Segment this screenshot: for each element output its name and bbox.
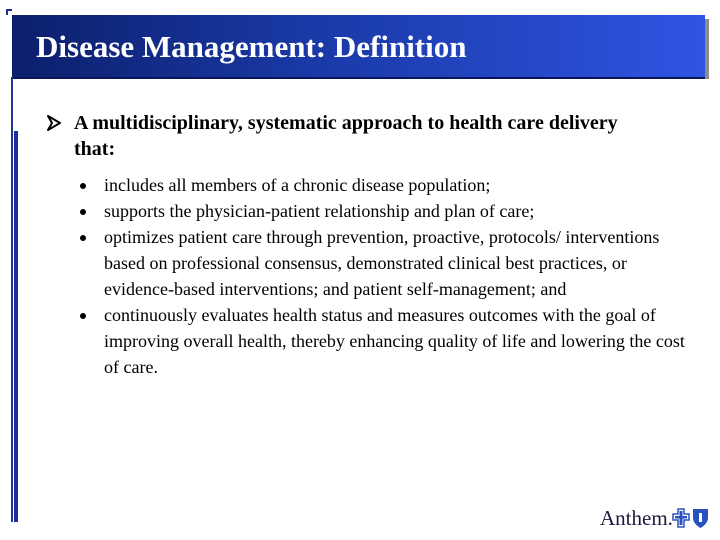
main-bullet xyxy=(50,110,660,162)
blue-cross-blue-shield-icon xyxy=(672,507,710,529)
list-item-text: continuously evaluates health status and measures outcomes with the goal of improving overall health, thereby enhancing quality of life and lowering the cost of care. xyxy=(104,305,685,377)
list-item-text: supports the physician-patient relationship and plan of care; xyxy=(104,201,535,221)
bullet-dot-icon xyxy=(80,235,86,241)
logo-wordmark: Anthem. xyxy=(600,506,673,530)
corner-mark xyxy=(6,9,8,15)
list-item xyxy=(80,198,695,224)
main-bullet-text: A multidisciplinary, systematic approach to health care delivery that: xyxy=(74,112,618,160)
list-item xyxy=(80,224,695,302)
list-item xyxy=(80,172,695,198)
list-item-text: optimizes patient care through prevention, proactive, protocols/ interventions based on professional consensus, demonstrated clinical best practices, or evidence-based interventions; and patient self-management; and xyxy=(104,227,660,299)
slide-title: Disease Management: Definition xyxy=(36,29,467,64)
anthem-logo xyxy=(600,505,710,531)
title-bar xyxy=(12,15,705,79)
list-item-text: includes all members of a chronic disease population; xyxy=(104,175,491,195)
arrow-bullet-icon xyxy=(45,110,65,136)
left-accent-bar xyxy=(14,131,18,522)
left-accent-line xyxy=(11,77,13,522)
bullet-dot-icon xyxy=(80,209,86,215)
bullet-dot-icon xyxy=(80,313,86,319)
title-bar-shadow xyxy=(705,19,709,79)
sub-bullet-list xyxy=(80,172,695,380)
list-item xyxy=(80,302,695,380)
bullet-dot-icon xyxy=(80,183,86,189)
